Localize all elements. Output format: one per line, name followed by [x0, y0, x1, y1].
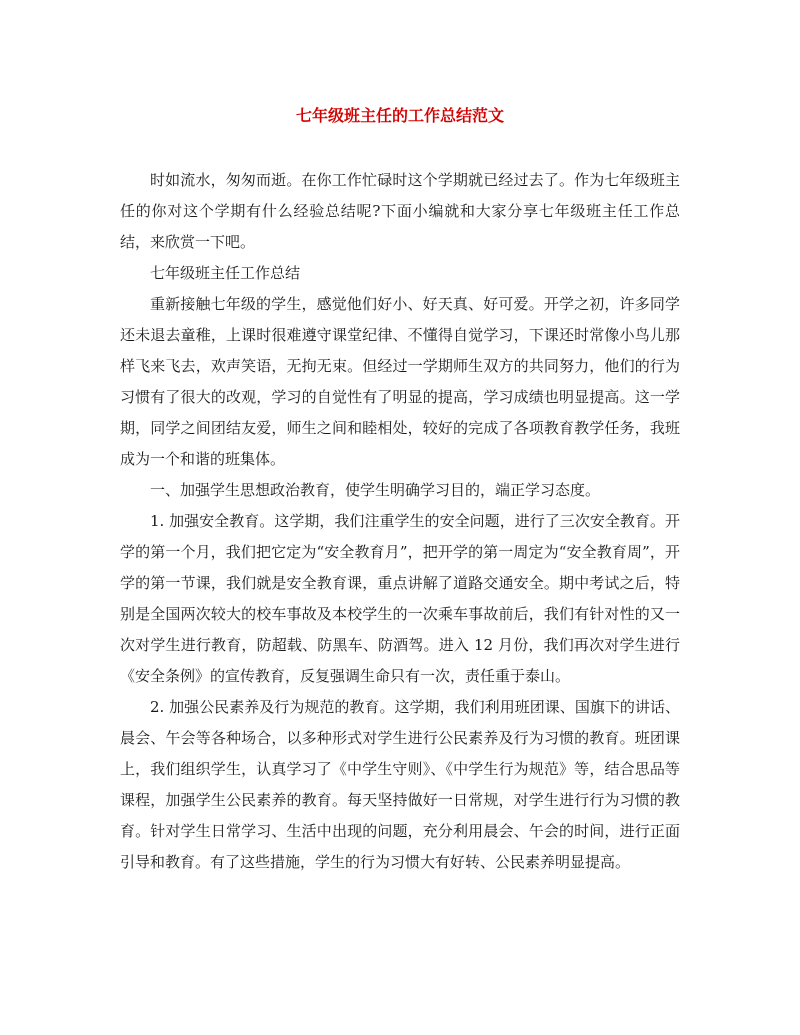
paragraph-intro: 时如流水，匆匆而逝。在你工作忙碌时这个学期就已经过去了。作为七年级班主任的你对这个学期有什么经验总结呢?下面小编就和大家分享七年级班主任工作总结，来欣赏一下吧。 [120, 171, 680, 251]
paragraph-section-heading: 一、加强学生思想政治教育，使学生明确学习目的，端正学习态度。 [150, 481, 601, 499]
document-body [120, 165, 680, 878]
document-title: 七年级班主任的工作总结范文 [295, 106, 504, 125]
paragraph-overview: 重新接触七年级的学生，感觉他们好小、好天真、好可爱。开学之初，许多同学还未退去童稚，上课时很难遵守课堂纪律、不懂得自觉学习，下课还时常像小鸟儿那样飞来飞去，欢声笑语，无拘无束。但经过一学期师生双方的共同努力，他们的行为习惯有了很大的改观，学习的自觉性有了明显的提高，学习成绩也明显提高。这一学期，同学之间团结友爱，师生之间和睦相处，较好的完成了各项教育教学任务，我班成为一个和谐的班集体。 [120, 295, 680, 468]
paragraph-civic-education: 2. 加强公民素养及行为规范的教育。这学期，我们利用班团课、国旗下的讲话、晨会、午会等各种场合，以多种形式对学生进行公民素养及行为习惯的教育。班团课上，我们组织学生，认真学习了《中学生守则》、《中学生行为规范》等，结合思品等课程，加强学生公民素养的教育。每天坚持做好一日常规，对学生进行行为习惯的教育。针对学生日常学习、生活中出现的问题，充分利用晨会、午会的时间，进行正面引导和教育。有了这些措施，学生的行为习惯大有好转、公民素养明显提高。 [120, 698, 680, 871]
paragraph-subtitle: 七年级班主任工作总结 [150, 264, 301, 282]
paragraph-safety-education: 1. 加强安全教育。这学期，我们注重学生的安全问题，进行了三次安全教育。开学的第一个月，我们把它定为“安全教育月”，把开学的第一周定为“安全教育周”，开学的第一节课，我们就是安全教育课，重点讲解了道路交通安全。期中考试之后，特别是全国两次较大的校车事故及本校学生的一次乘车事故前后，我们有针对性的又一次对学生进行教育，防超载、防黑车、防酒驾。进入 12 月份，我们再次对学生进行《安全条例》的宣传教育，反复强调生命只有一次，责任重于泰山。 [120, 512, 680, 685]
